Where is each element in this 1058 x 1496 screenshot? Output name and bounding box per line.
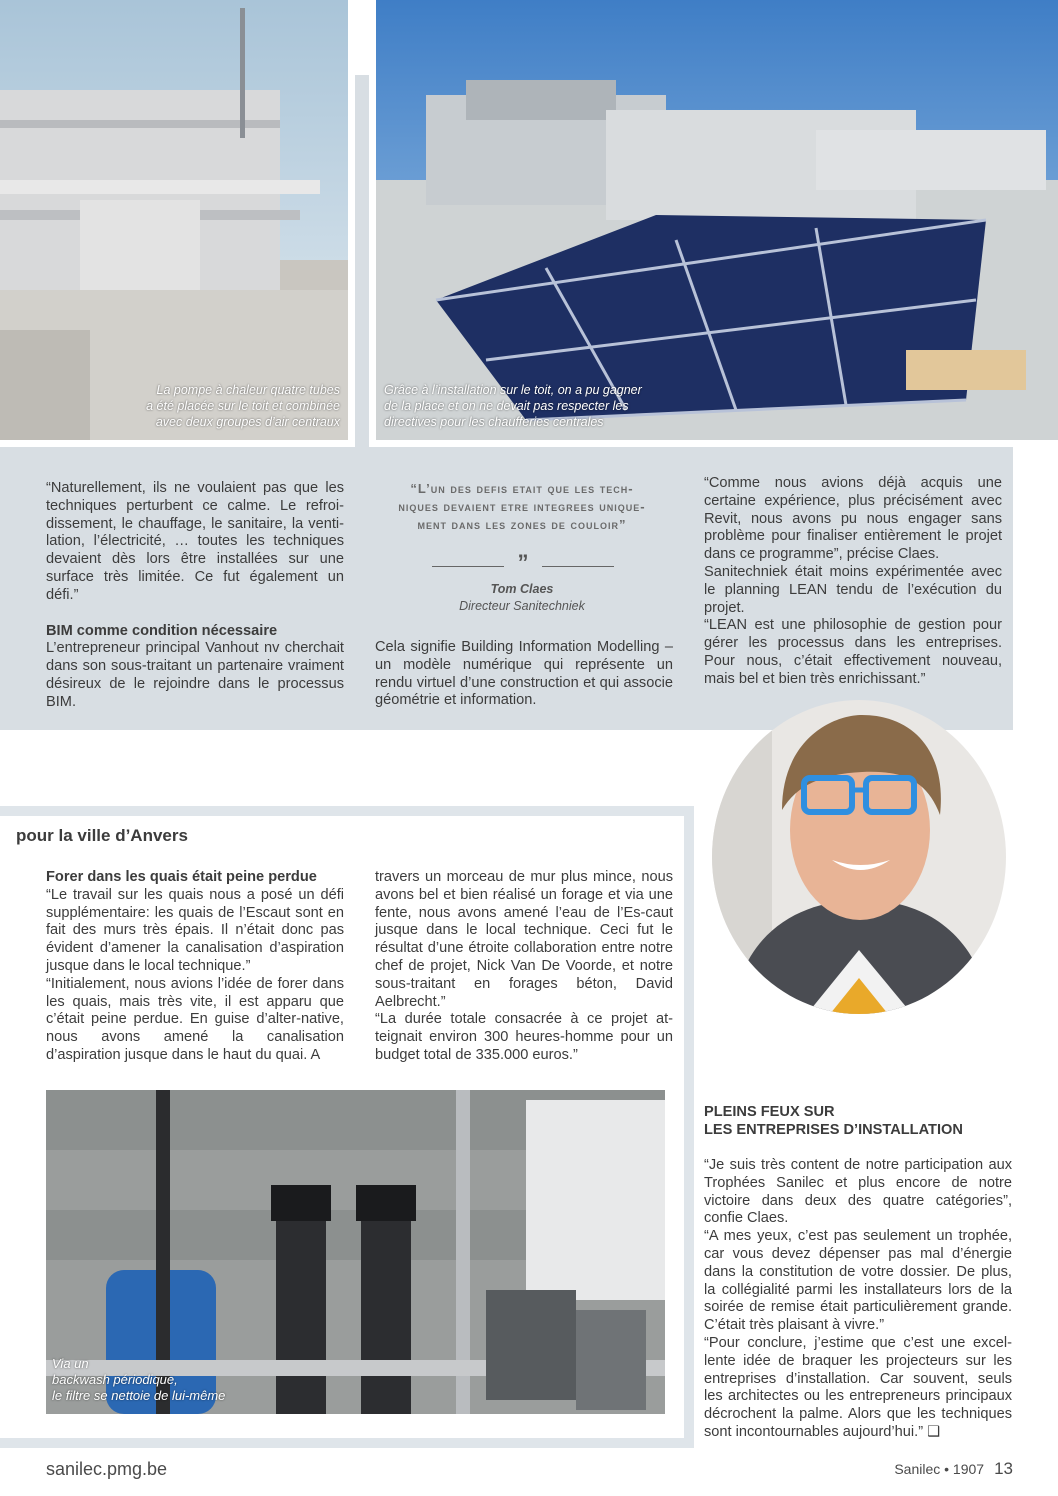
paragraph: “LEAN est une philosophie de gestion pour gérer les processus dans les entreprises. Pour nous, c’était effectivement nouveau, mais bel et bien très enrichissant.”	[704, 617, 1002, 687]
caption-line: Grâce à l’installation sur le toit, on a pu gagner	[384, 383, 642, 397]
paragraph: “Comme nous avions déjà acquis une certaine expérience, plus précisément avec Revit, nous avons pu nous engager sans problème pour finaliser entièrement le projet dans ce programme”, précise Claes.	[704, 475, 1002, 563]
section-title: pour la ville d’Anvers	[16, 826, 188, 845]
section-frame-top	[0, 806, 692, 816]
paragraph: “A mes yeux, c’est pas seulement un trophée, car vous devez dépenser pas mal d’énergie dans la constitution de votre dossier. De plus, la collégialité parmi les installateurs lors de la soirée de remise était particulièrement grande. C’était très plaisant à vivre.”	[704, 1228, 1012, 1334]
subheading: BIM comme condition nécessaire	[46, 622, 278, 639]
paragraph: “Naturellement, ils ne voulaient pas que les techniques perturbent ce calme. Le refroi-dissement, le chauffage, le sanitaire, la venti-lation, l’électricité, … toutes les techniques devaient dès lors être installées sur une surface très limitée. Ce fut également un défi.”	[46, 480, 344, 603]
author-role: Directeur Sanitechniek	[459, 599, 585, 613]
band-column-left	[46, 480, 344, 712]
band-column-right	[704, 475, 1002, 689]
paragraph: Cela signifie Building Information Modelling – un modèle numérique qui représente un rendu virtuel d’une construction et qui associe géométrie et information.	[375, 639, 673, 709]
box-title-line: PLEINS FEUX SUR	[704, 1104, 835, 1120]
section-frame-bottom	[0, 1438, 694, 1448]
paragraph: “Je suis très content de notre participation aux Trophées Sanilec et plus encore de notre victoire dans deux des quatre catégories”, confie Claes.	[704, 1157, 1012, 1227]
box-body	[704, 1157, 1012, 1442]
band-column-middle	[375, 639, 673, 710]
caption-pump-room	[52, 1356, 225, 1404]
quote-mark-icon: ”	[517, 550, 529, 575]
portrait-tom-claes	[712, 700, 1006, 1014]
caption-line: a été placée sur le toit et combinée	[146, 399, 340, 413]
paragraph: travers un morceau de mur plus mince, nous avons bel et bien réalisé un forage et via une fente, nous avons amené l’eau de l’Es-caut jusque dans le local technique. Ceci fut le résultat d’une étroite collaboration entre notre chef de projet, Nick Van De Voorde, et notre sous-traitant en forages béton, David Aelbrecht.”	[375, 869, 673, 1010]
author-name: Tom Claes	[490, 582, 554, 596]
box-title	[704, 1103, 1004, 1139]
photo-solar-roof	[376, 0, 1058, 440]
section-column-left	[46, 869, 344, 1065]
issue-label: Sanilec • 1907	[894, 1461, 985, 1477]
quote-divider	[432, 550, 614, 578]
pull-quote	[372, 480, 672, 534]
section-frame-right	[684, 806, 694, 1446]
paragraph: “Le travail sur les quais nous a posé un défi supplémentaire: les quais de l’Escaut sont en fait des murs très épais. Il n’était donc pas évident d’amener la canalisation d’aspiration jusque dans le local technique.”	[46, 886, 344, 974]
caption-line: avec deux groupes d’air centraux	[155, 415, 340, 429]
paragraph: L’entrepreneur principal Vanhout nv cherchait dans son sous-traitant un partenaire vraiment désireux de le rejoindre dans le processus BIM.	[46, 640, 344, 710]
caption-solar-roof	[384, 382, 642, 430]
section-column-right	[375, 869, 673, 1065]
quote-line: “L’un des defis etait que les tech-	[410, 481, 634, 496]
photo-pump-room	[46, 1090, 665, 1414]
end-mark-icon: ❑	[927, 1423, 941, 1440]
caption-line: Via un	[52, 1356, 89, 1371]
quote-line: niques devaient etre integrees unique-	[398, 499, 646, 514]
caption-line: de la place et on ne devait pas respecter les	[384, 399, 629, 413]
page-number: 13	[994, 1459, 1013, 1478]
quote-author	[372, 582, 672, 613]
paragraph: “La durée totale consacrée à ce projet at-teignait environ 300 heures-homme pour un budget total de 335.000 euros.”	[375, 1011, 673, 1063]
caption-line: backwash périodique,	[52, 1372, 178, 1387]
caption-heat-pump	[146, 382, 340, 430]
box-title-line: LES ENTREPRISES D’INSTALLATION	[704, 1122, 963, 1138]
footer-page-info	[894, 1459, 1013, 1479]
subheading: Forer dans les quais était peine perdue	[46, 869, 317, 885]
frame-bar	[355, 75, 369, 447]
caption-line: directives pour les chaufferies centrales	[384, 415, 604, 429]
caption-line: La pompe à chaleur quatre tubes	[156, 383, 340, 397]
caption-line: le filtre se nettoie de lui-même	[52, 1388, 226, 1403]
paragraph: Sanitechniek était moins expérimentée avec le planning LEAN tendu de l’exécution du projet.	[704, 563, 1002, 616]
photo-heat-pump	[0, 0, 348, 440]
paragraph: “Pour conclure, j’estime que c’est une excel-lente idée de braquer les projecteurs sur les entreprises d’installation. Car souvent, seuls les architectes ou les entrepreneurs principaux décrochent la palme. Alors que les techniques sont incontournables aujourd’hui.”	[704, 1334, 1012, 1440]
quote-line: ment dans les zones de couloir”	[417, 517, 627, 532]
paragraph: “Initialement, nous avions l’idée de forer dans les quais, mais très vite, il est apparu que c’était peine perdue. En guise d’alter-native, nous avons amené la canalisation d’aspiration jusque dans le haut du quai. A	[46, 975, 344, 1063]
footer-website-link[interactable]: sanilec.pmg.be	[46, 1459, 168, 1479]
